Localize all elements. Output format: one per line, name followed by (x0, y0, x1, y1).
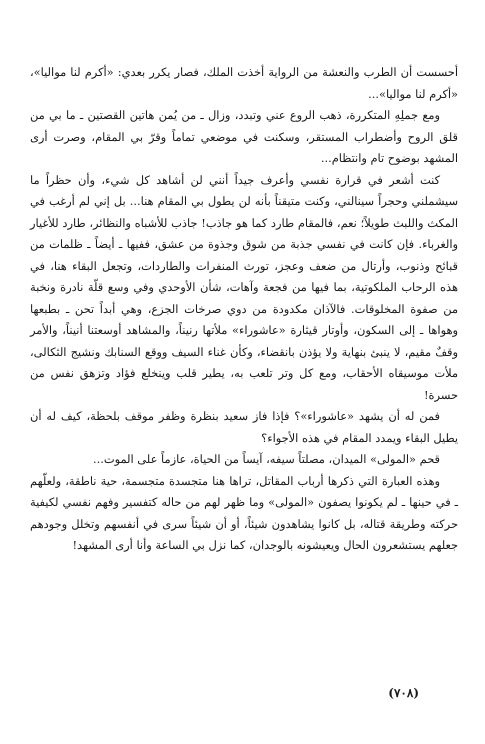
paragraph-3: كنت أشعر في قرارة نفسي وأعرف جيداً أنني لن أشاهد كل شيء، وأن حظراً ما سيشملني وحجراً سينالني، وكنت متيقناً بأنه لن يطول بي المقام هنا... بل إني لم أرغب في المكث واللبث طويلاً؛ نعم، فالمقام طارد كما هو جاذب! جاذب للأشباه والنظائر، طارد للأغيار والغرباء. فإن كانت في نفسي جذبة من شوق وجذوة من عشق، ففيها ـ أيضاً ـ ظلمات من قبائح وذنوب، وأرتال من ضعف وعجز، تورث المنفرات والطاردات، وتجعل البقاء هنا، في هذه الرحاب الملكوتية، بما فيها من فجعة وآهات، شأن الأوحدي وفي وسع قلّة نادرة ونخبة من صفوة المخلوقات. فالآذان مكدودة من دوي صرخات الجزع، وهي أبداً تحن ـ بطبعها وهواها ـ إلى السكون، وأوتار قيثارة «عاشوراء» ملأتها رنيناً، والمشاهد أوسعتنا أنيناً، والأمر وقفٌ مقيم، لا ينبئ بنهاية ولا يؤذن بانقضاء، وكأن غناء السيف ووقع السنابك ونشيج الثكالى، ملأت موسيقاه الأحقاب، ومع كل وتر تلعب به، يطير قلب وينخلع فؤاد وتزهق نفس من حسرة! (30, 172, 458, 402)
paragraph-6: وهذه العبارة التي ذكرها أرباب المقاتل، تراها هنا متجسدة متجسمة، حية ناطقة، ولعلّهم ـ في حينها ـ لم يكونوا يصفون «المولى» وما ظهر لهم من حاله كتفسير وفهم نفسي لكيفية حركته وطريقة قتاله، بل كانوا يشاهدون شيئاً، أو أن شيئاً سرى في أنفسهم وتخلل وجودهم جعلهم يستشعرون الحال ويعيشونه بالوجدان، كما نزل بي الساعة وأنا أرى المشهد! (30, 473, 458, 552)
paragraph-1: أحسست أن الطرب والنعشة من الرواية أخذت الملك، فصار يكرر بعدي: «أكرم لنا مواليا»، «أكرم لنا مواليا»... (30, 65, 458, 101)
paragraph-2: ومع جملِهِ المتكررة، ذهب الروع عني وتبدد، وزال ـ من يُمن هاتين القصتين ـ ما بي من قلق الروح وأضطراب المستقر، وسكنت في موضعي تماماً وقرّ بي المقام، وصرت أرى المشهد بوضوح تام وانتظام... (30, 108, 458, 165)
paragraph-5: قحم «المولى» الميدان، مصلتاً سيفه، آيساً من الحياة، عازماً على الموت... (93, 452, 440, 466)
paragraph-4: فمن له أن يشهد «عاشوراء»؟ فإذا فاز سعيد بنظرة وظفر موقف بلحظة، كيف له أن يطيل البقاء ويمدد المقام في هذه الأجواء؟ (30, 409, 458, 445)
page-number: (٧٠٨) (388, 686, 419, 700)
page-body (30, 62, 458, 722)
